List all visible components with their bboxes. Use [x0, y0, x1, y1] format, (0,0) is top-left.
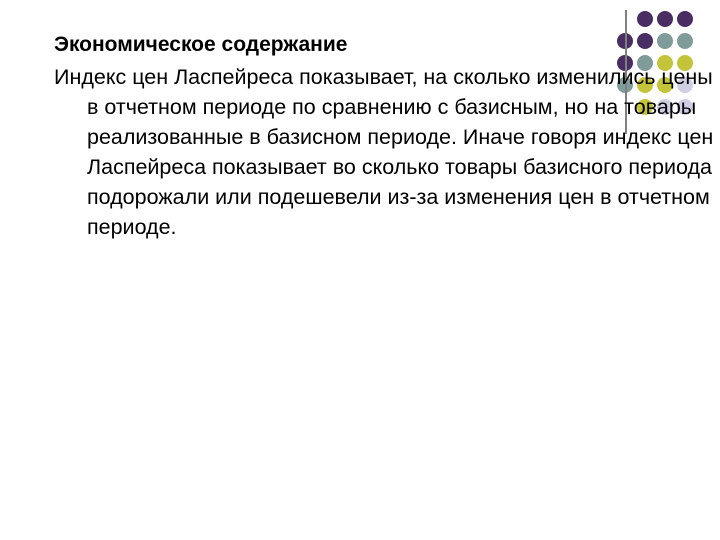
decorative-dot: [657, 11, 673, 27]
slide-heading: Экономическое содержание: [54, 33, 348, 56]
slide-paragraph: Индекс цен Ласпейреса показывает, на сколько изменились цены в отчетном периоде по сравнению с базисным, но на товары реализованные в базисном периоде. Иначе говоря индекс цен Ласпейреса показывает во сколько товары базисного периода подорожали или подешевели из-за изменения цен в отчетном периоде.: [54, 65, 714, 239]
decorative-dot: [677, 11, 693, 27]
slide-content: [54, 30, 714, 242]
decorative-dot: [637, 11, 653, 27]
